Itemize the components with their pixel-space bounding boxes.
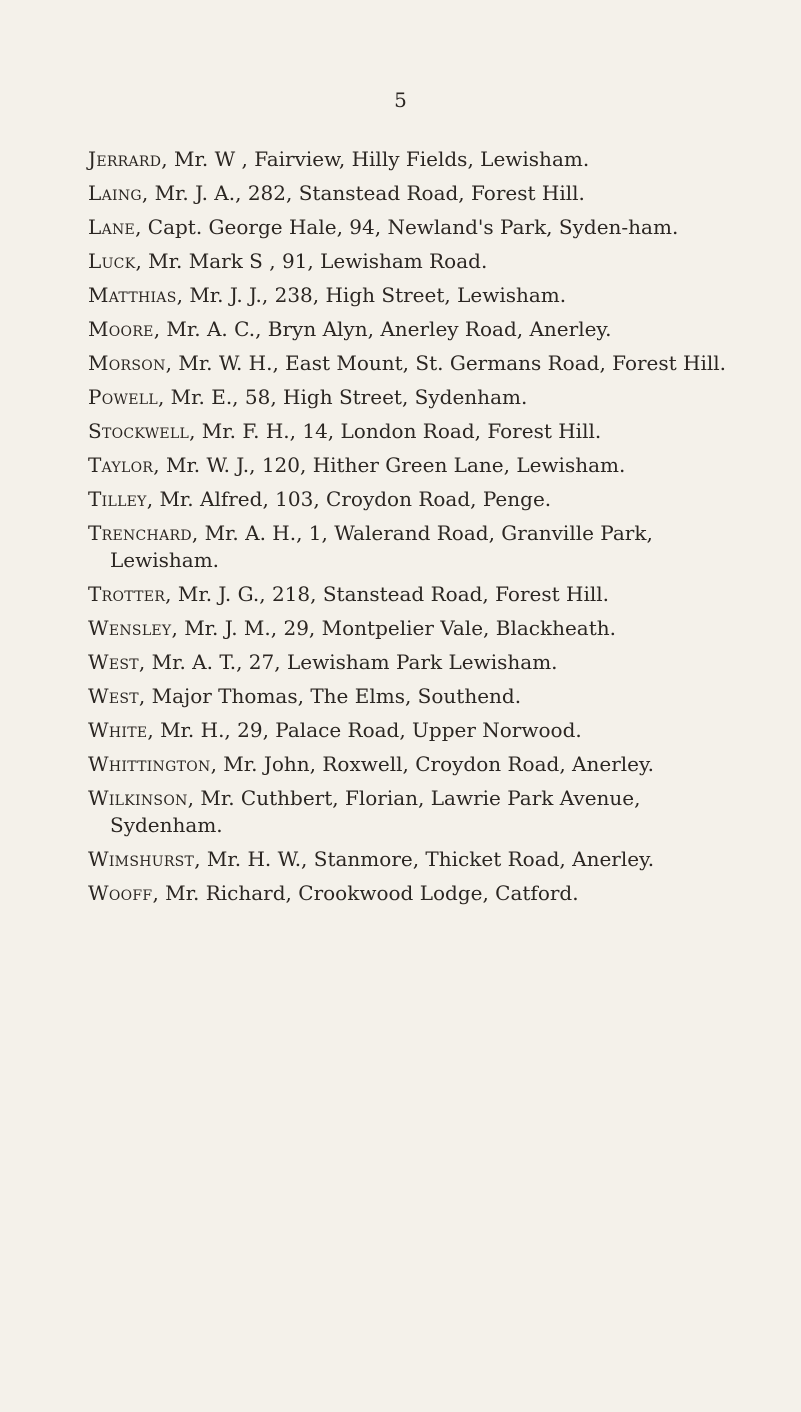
entry-surname: West [88, 650, 139, 674]
list-entry [88, 785, 740, 839]
list-entry [88, 350, 740, 377]
entry-details: , Mr. Richard, Crookwood Lodge, Catford. [152, 881, 579, 905]
list-entry [88, 615, 740, 642]
entry-details: , Mr. W. H., East Mount, St. Germans Road, Forest Hill. [165, 351, 727, 375]
entry-details: , Mr. A. C., Bryn Alyn, Anerley Road, Anerley. [153, 317, 612, 341]
entry-details: , Mr. W , Fairview, Hilly Fields, Lewisham. [161, 147, 590, 171]
list-entry [88, 282, 740, 309]
entry-surname: White [88, 718, 148, 742]
entry-details: , Mr. F. H., 14, London Road, Forest Hill. [189, 419, 602, 443]
entry-surname: Jerrard [88, 147, 162, 171]
entry-details: , Mr. A. H., 1, Walerand Road, Granville Park, Lewisham. [110, 521, 653, 572]
entry-details: , Mr. W. J., 120, Hither Green Lane, Lewisham. [153, 453, 626, 477]
entry-surname: Moore [88, 317, 154, 341]
entry-surname: West [88, 684, 139, 708]
subscriber-list [88, 146, 740, 914]
entry-details: , Mr. Cuthbert, Florian, Lawrie Park Avenue, Sydenham. [110, 786, 641, 837]
entry-details: , Mr. J. G., 218, Stanstead Road, Forest Hill. [165, 582, 610, 606]
list-entry [88, 214, 740, 241]
list-entry [88, 846, 740, 873]
entry-surname: Wooff [88, 881, 153, 905]
entry-surname: Luck [88, 249, 136, 273]
list-entry [88, 146, 740, 173]
list-entry [88, 384, 740, 411]
entry-details: , Mr. A. T., 27, Lewisham Park Lewisham. [138, 650, 558, 674]
entry-details: , Mr. Mark S , 91, Lewisham Road. [135, 249, 488, 273]
entry-surname: Trotter [88, 582, 166, 606]
entry-details: , Mr. H. W., Stanmore, Thicket Road, Anerley. [194, 847, 655, 871]
entry-surname: Whittington [88, 752, 211, 776]
list-entry [88, 316, 740, 343]
list-entry [88, 717, 740, 744]
entry-surname: Trenchard [88, 521, 192, 545]
list-entry [88, 581, 740, 608]
entry-surname: Laing [88, 181, 142, 205]
entry-surname: Wilkinson [88, 786, 188, 810]
list-entry [88, 418, 740, 445]
entry-surname: Taylor [88, 453, 154, 477]
list-entry [88, 452, 740, 479]
entry-surname: Lane [88, 215, 136, 239]
list-entry [88, 520, 740, 574]
entry-details: , Mr. John, Roxwell, Croydon Road, Anerley. [210, 752, 654, 776]
entry-surname: Wimshurst [88, 847, 195, 871]
list-entry [88, 683, 740, 710]
entry-details: , Mr. J. M., 29, Montpelier Vale, Blackheath. [171, 616, 617, 640]
entry-surname: Wensley [88, 616, 172, 640]
list-entry [88, 880, 740, 907]
entry-details: , Mr. J. J., 238, High Street, Lewisham. [176, 283, 567, 307]
entry-details: , Mr. E., 58, High Street, Sydenham. [157, 385, 528, 409]
entry-details: , Mr. J. A., 282, Stanstead Road, Forest Hill. [141, 181, 585, 205]
list-entry [88, 180, 740, 207]
entry-details: , Mr. Alfred, 103, Croydon Road, Penge. [146, 487, 552, 511]
entry-surname: Stockwell [88, 419, 190, 443]
entry-details: , Capt. George Hale, 94, Newland's Park, Syden-ham. [135, 215, 679, 239]
entry-surname: Morson [88, 351, 166, 375]
page-number: 5 [394, 88, 407, 112]
list-entry [88, 649, 740, 676]
entry-details: , Major Thomas, The Elms, Southend. [138, 684, 522, 708]
entry-details: , Mr. H., 29, Palace Road, Upper Norwood. [147, 718, 582, 742]
list-entry [88, 248, 740, 275]
list-entry [88, 486, 740, 513]
list-entry [88, 751, 740, 778]
entry-surname: Powell [88, 385, 158, 409]
entry-surname: Tilley [88, 487, 147, 511]
entry-surname: Matthias [88, 283, 177, 307]
